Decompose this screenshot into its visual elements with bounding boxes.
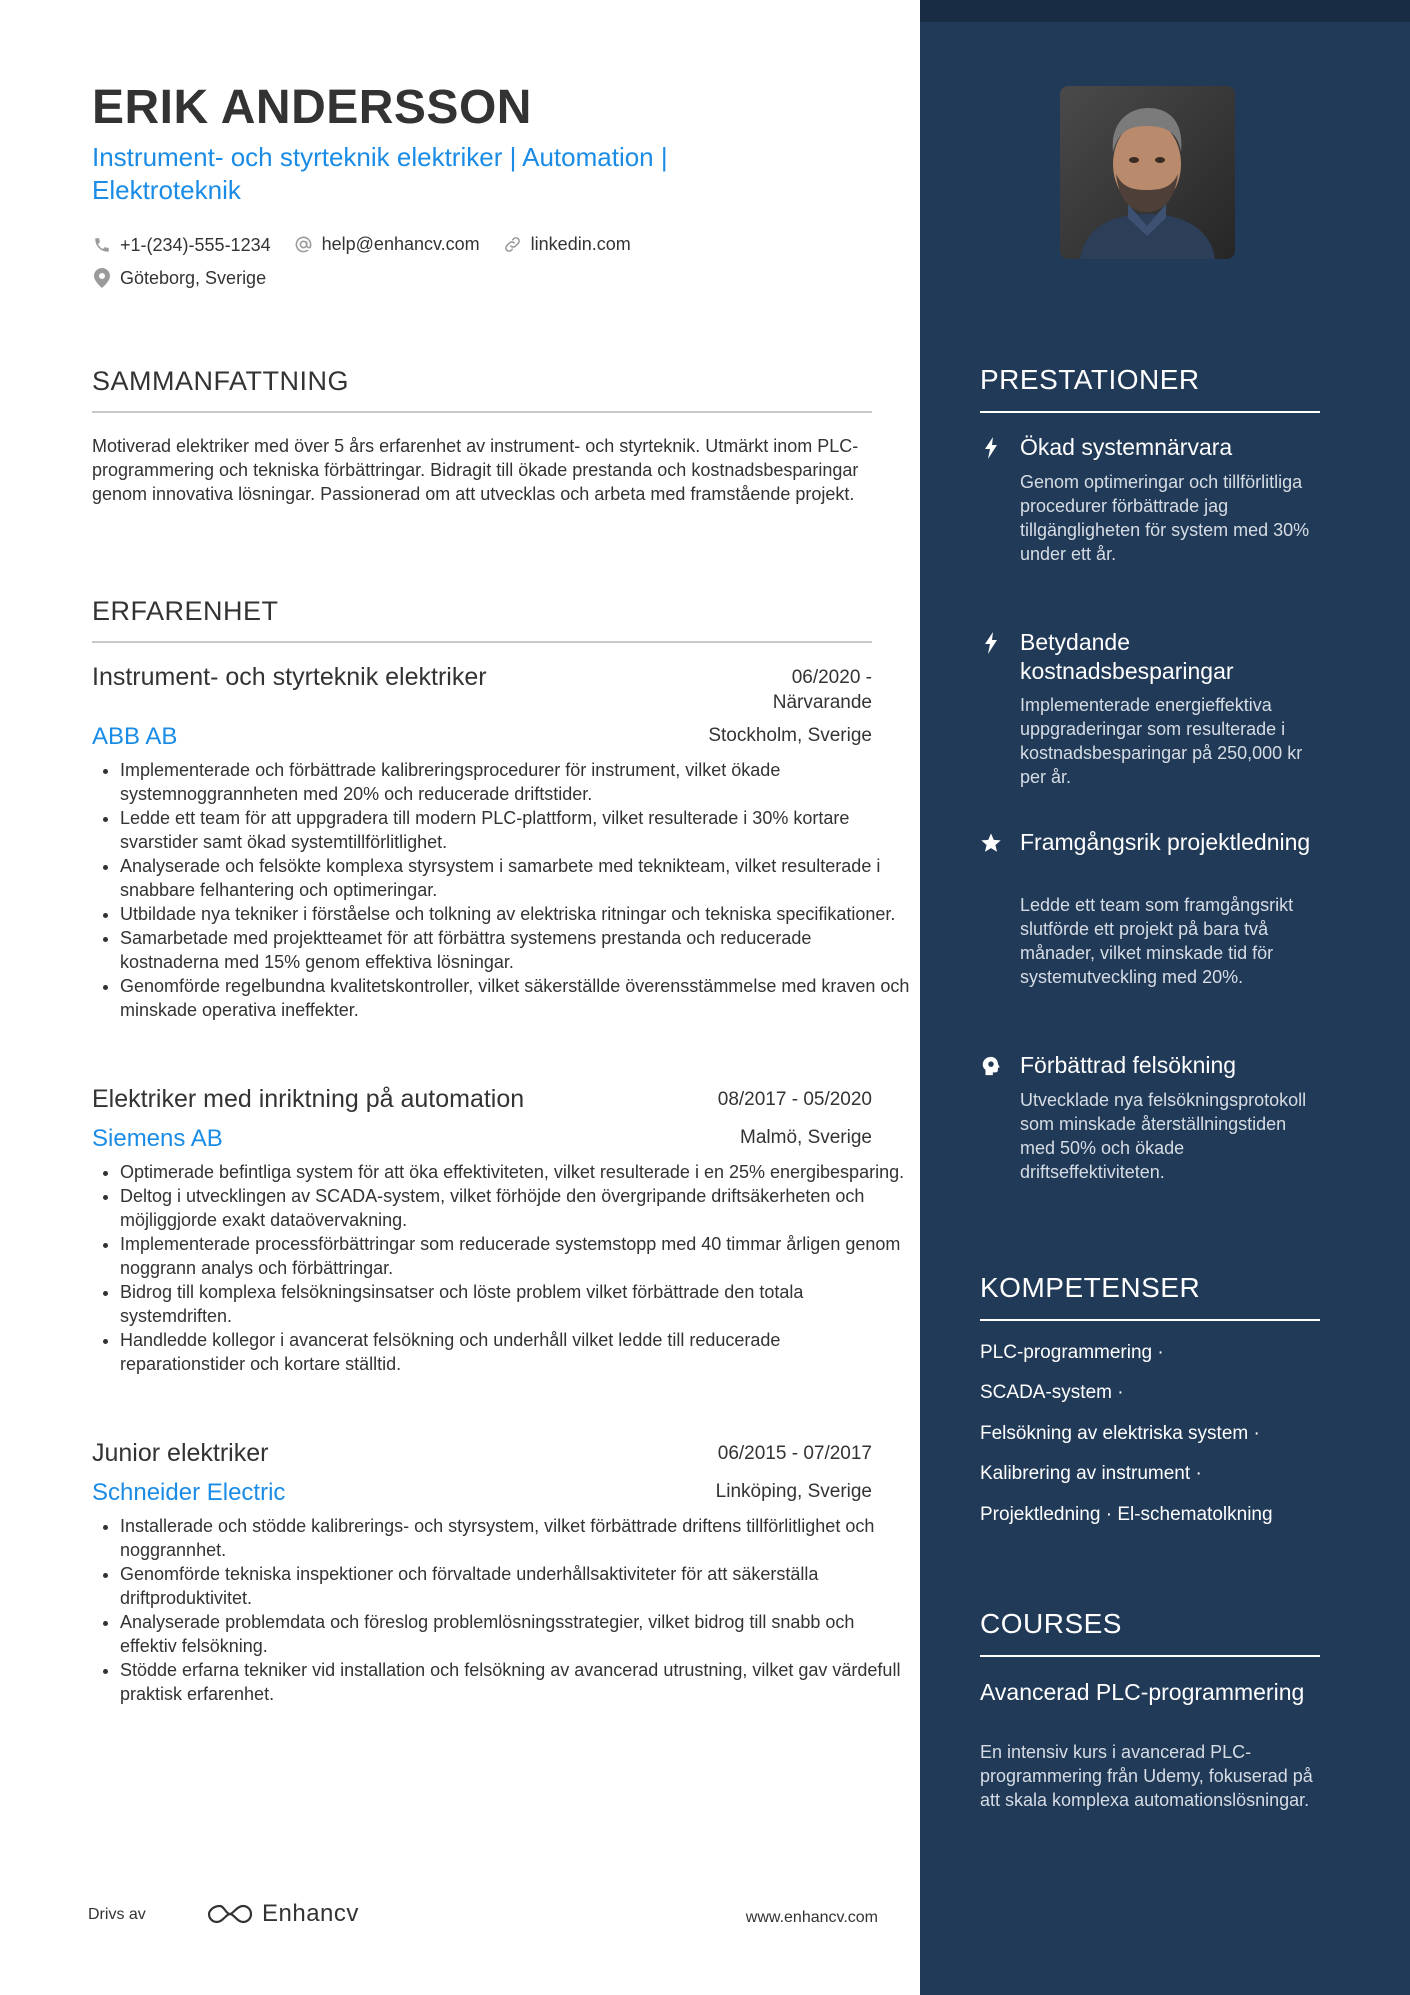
skills-heading: KOMPETENSER	[980, 1272, 1201, 1303]
skill-label: Kalibrering av instrument	[980, 1463, 1191, 1484]
lightning-icon	[980, 632, 1002, 654]
contact-location	[92, 262, 266, 295]
skill-label: SCADA-system	[980, 1382, 1112, 1403]
courses-heading: COURSES	[980, 1608, 1122, 1639]
job-bullet: • Bidrog till komplexa felsökningsinsatser och löste problem vilket förbättrade den totala systemdriften.	[120, 1280, 910, 1328]
location-pin-icon	[92, 268, 112, 288]
phone-text: +1-(234)-555-1234	[120, 234, 271, 255]
contact-phone[interactable]	[92, 229, 271, 262]
job-bullet: • Handledde kollegor i avancerat felsökning och underhåll vilket ledde till reducerade reparationstider och kortare ställtid.	[120, 1328, 910, 1376]
enhancv-logo-text: Enhancv	[262, 1900, 359, 1927]
job-bullet: • Samarbetade med projektteamet för att förbättra systemens prestanda och reducerade kostnaderna med 15% genom effektiva lösningar.	[120, 926, 910, 974]
skills-divider	[980, 1319, 1320, 1321]
phone-icon	[92, 235, 112, 255]
job-bullet: • Analyserade och felsökte komplexa styrsystem i samarbete med teknikteam, vilket resulterade i snabbare felhantering och optimeringar.	[120, 854, 910, 902]
course-desc: En intensiv kurs i avancerad PLC-programmering från Udemy, fokuserad på att skala komplexa automationslösningar.	[980, 1742, 1313, 1810]
lightning-icon	[980, 437, 1002, 459]
candidate-name: ERIK ANDERSSON	[92, 81, 532, 134]
job-company[interactable]: Siemens AB	[92, 1125, 223, 1152]
job-entry	[92, 663, 910, 1043]
brain-icon	[980, 1055, 1002, 1077]
achievement-desc: Ledde ett team som framgångsrikt slutförde ett projekt på bara två månader, vilket minskade tid för systemutveckling med 20%.	[1020, 895, 1294, 987]
skill-separator: ·	[1195, 1463, 1202, 1484]
job-bullet: • Optimerade befintliga system för att öka effektiviteten, vilket resulterade i en 25% energibesparing.	[120, 1160, 910, 1184]
job-bullet: • Deltog i utvecklingen av SCADA-system, vilket förhöjde den övergripande driftsäkerheten och möjliggjorde exakt dataövervakning.	[120, 1184, 910, 1232]
job-company[interactable]: ABB AB	[92, 723, 178, 750]
job-bullet: • Ledde ett team för att uppgradera till modern PLC-plattform, vilket resulterade i 30% kortare svarstider samt ökad systemtillförlitlighet.	[120, 806, 910, 854]
course-title: Avancerad PLC-programmering	[980, 1679, 1305, 1705]
experience-divider	[92, 641, 872, 643]
achievement-title: Framgångsrik projektledning	[1020, 829, 1311, 855]
job-date-end: Närvarande	[772, 692, 872, 713]
email-text: help@enhancv.com	[321, 234, 480, 254]
skill-label: El-schematolkning	[1117, 1504, 1273, 1525]
skill-separator: ·	[1157, 1342, 1164, 1363]
sidebar-topbar	[920, 0, 1410, 22]
contact-email[interactable]	[294, 228, 480, 261]
job-bullet: • Installerade och stödde kalibrerings- och styrsystem, vilket förbättrade driftens tillförlitlighet och noggrannhet.	[120, 1514, 910, 1562]
skill-separator: ·	[1105, 1504, 1113, 1525]
star-icon	[980, 832, 1002, 854]
summary-text: Motiverad elektriker med över 5 års erfarenhet av instrument- och styrteknik. Utmärkt inom PLC-programmering och tekniska förbättringar. Bidragit till ökade prestanda och kostnadsbesparingar genom innovativa lösningar. Passionerad om att utvecklas och arbeta med framstående projekt.	[92, 436, 859, 504]
job-location: Linköping, Sverige	[715, 1481, 872, 1502]
achievement-item	[980, 433, 1320, 593]
achievement-item	[980, 628, 1320, 798]
job-title: Junior elektriker	[92, 1439, 269, 1467]
achievement-title: Ökad systemnärvara	[1020, 434, 1233, 460]
job-bullet: • Implementerade processförbättringar som reducerade systemstopp med 40 timmar årligen genom noggrann analys och förbättringar.	[120, 1232, 910, 1280]
skill-item	[980, 1382, 1124, 1404]
job-bullet: • Genomförde tekniska inspektioner och förvaltade underhållsaktiviteter för att säkerställa driftproduktivitet.	[120, 1562, 910, 1610]
job-company[interactable]: Schneider Electric	[92, 1479, 286, 1506]
job-title: Elektriker med inriktning på automation	[92, 1085, 525, 1113]
skill-item	[980, 1423, 1260, 1445]
job-bullets	[92, 1514, 910, 1706]
job-bullets	[92, 1160, 910, 1376]
job-date	[773, 665, 872, 715]
summary-heading: SAMMANFATTNING	[92, 366, 350, 396]
experience-heading: ERFARENHET	[92, 596, 279, 626]
linkedin-text: linkedin.com	[530, 234, 631, 254]
skill-item	[980, 1463, 1202, 1485]
achievement-item	[980, 1051, 1320, 1221]
skill-label: Projektledning	[980, 1504, 1101, 1525]
job-location: Stockholm, Sverige	[708, 725, 872, 746]
at-icon	[294, 235, 314, 255]
achievement-desc: Utvecklade nya felsökningsprotokoll som minskade återställningstiden med 50% och ökade driftseffektiviteten.	[1020, 1090, 1307, 1182]
achievement-item	[980, 828, 1320, 1018]
job-bullet: • Genomförde regelbundna kvalitetskontroller, vilket säkerställde överensstämmelse med kraven och minskade operativa ineffekter.	[120, 974, 910, 1022]
achievement-desc: Genom optimeringar och tillförlitliga procedurer förbättrade jag tillgängligheten för system med 30% under ett år.	[1020, 472, 1310, 564]
job-title: Instrument- och styrteknik elektriker	[92, 663, 487, 691]
contact-linkedin[interactable]	[503, 228, 631, 261]
skill-label: Felsökning av elektriska system	[980, 1423, 1249, 1444]
achievements-heading: PRESTATIONER	[980, 364, 1200, 395]
courses-divider	[980, 1655, 1320, 1657]
job-date-start: 06/2020 -	[791, 667, 872, 688]
profile-photo	[1060, 86, 1235, 259]
job-location: Malmö, Sverige	[740, 1127, 872, 1148]
location-text: Göteborg, Sverige	[120, 267, 267, 288]
skill-label: PLC-programmering	[980, 1342, 1153, 1363]
link-icon	[503, 235, 523, 255]
skill-item	[980, 1342, 1164, 1364]
job-entry	[92, 1085, 905, 1405]
skill-separator: ·	[1253, 1423, 1260, 1444]
skill-separator: ·	[1117, 1382, 1124, 1403]
achievement-desc: Implementerade energieffektiva uppgraderingar som resulterade i kostnadsbesparingar på 250,000 kr per år.	[1020, 695, 1303, 787]
job-date: 08/2017 - 05/2020	[717, 1089, 872, 1110]
job-bullet: • Stödde erfarna tekniker vid installation och felsökning av avancerad utrustning, vilket gav värdefull praktisk erfarenhet.	[120, 1658, 910, 1706]
achievement-title: Betydande kostnadsbesparingar	[1020, 629, 1234, 684]
powered-by-label: Drivs av	[88, 1906, 146, 1923]
footer-url[interactable]: www.enhancv.com	[745, 1909, 878, 1926]
enhancv-logo-icon	[206, 1901, 254, 1927]
job-bullet: • Utbildade nya tekniker i förståelse och tolkning av elektriska ritningar och tekniska specifikationer.	[120, 902, 910, 926]
skill-item	[980, 1504, 1273, 1526]
job-date: 06/2015 - 07/2017	[717, 1443, 872, 1464]
summary-divider	[92, 411, 872, 413]
achievements-divider	[980, 411, 1320, 413]
headline: Instrument- och styrteknik elektriker | Automation | Elektroteknik	[92, 142, 668, 205]
job-bullet: • Analyserade problemdata och föreslog problemlösningsstrategier, vilket bidrog till snabb och effektiv felsökning.	[120, 1610, 910, 1658]
contact-info	[92, 228, 872, 295]
job-bullets	[92, 758, 910, 1022]
job-entry	[92, 1439, 901, 1719]
job-bullet: • Implementerade och förbättrade kalibreringsprocedurer för instrument, vilket ökade systemnoggrannheten med 20% och reducerade driftstider.	[120, 758, 910, 806]
enhancv-logo[interactable]	[206, 1900, 359, 1928]
achievement-title: Förbättrad felsökning	[1020, 1052, 1237, 1078]
